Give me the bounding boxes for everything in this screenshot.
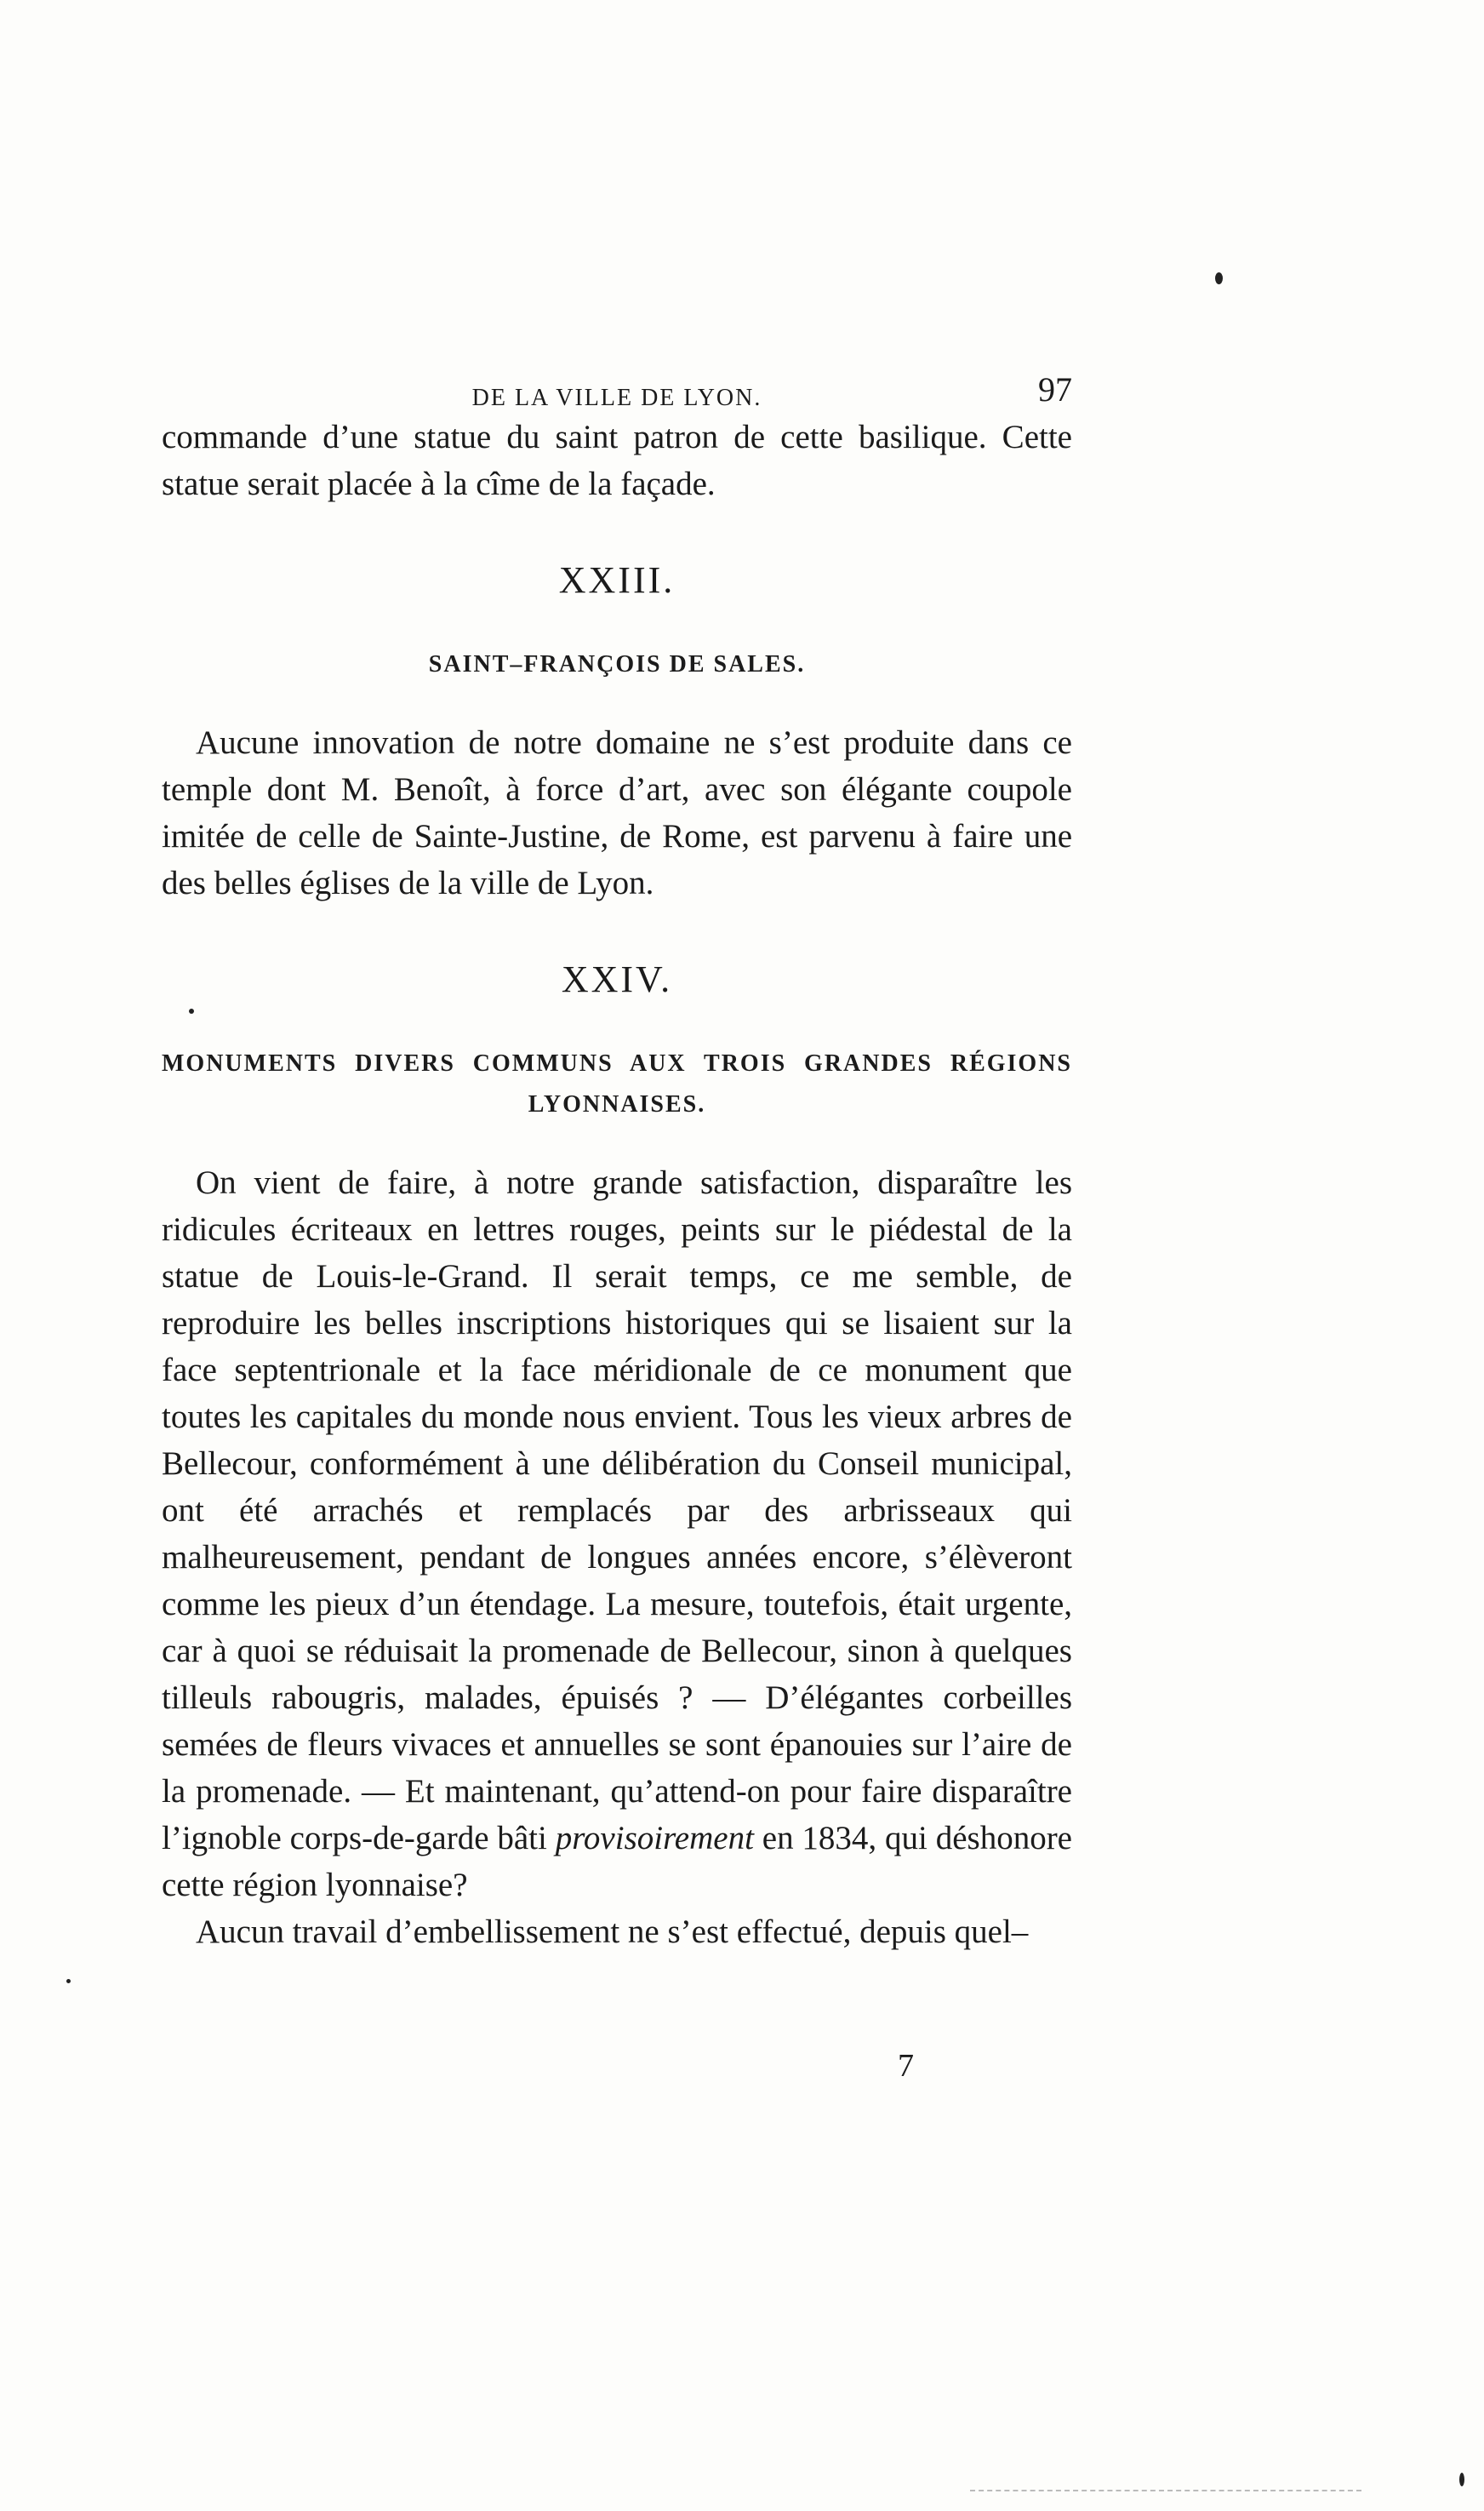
ink-speck: [189, 1009, 194, 1014]
running-title: DE LA VILLE DE LYON.: [471, 385, 762, 411]
section-xxiii-paragraph: Aucune innovation de notre domaine ne s’est produite dans ce temple dont M. Benoît, à force d’art, avec son élégante coupole imitée de celle de Sainte-Justine, de Rome, est parvenu à faire une des belles églises de la ville de Lyon.: [162, 724, 1072, 901]
paragraph-text-part2: en 1834, qui déshonore cette région lyonnaise?: [162, 1820, 1072, 1903]
section-number-xxiv: XXIV.: [561, 958, 673, 1000]
running-head: [162, 366, 1072, 414]
section-number-xxiii: XXIII.: [558, 559, 676, 601]
paragraph-text-part1: On vient de faire, à notre grande satisfaction, disparaître les ridicules écriteaux en lettres rouges, peints sur le piédestal de la statue de Louis-le-Grand. Il serait temps, ce me semble, de reproduire les belles inscriptions historiques qui se lisaient sur la face septentrionale et la face méridionale de ce monument que toutes les capitales du monde nous envient. Tous les vieux arbres de Bellecour, conformément à une délibération du Conseil municipal, ont été arrachés et remplacés par des arbrisseaux qui malheureusement, pendant de longues années encore, s’élèveront comme les pieux d’un étendage. La mesure, toutefois, était urgente, car à quoi se réduisait la promenade de Bellecour, sinon à quelques tilleuls rabougris, malades, épuisés ? — D’élégantes corbeilles semées de fleurs vivaces et annuelles se sont épanouies sur l’aire de la promenade. — Et maintenant, qu’attend-on pour faire disparaître l’ignoble corps-de-garde bâti: [162, 1164, 1072, 1856]
section-title-monuments-divers: MONUMENTS DIVERS COMMUNS AUX TROIS GRANDES RÉGIONS LYONNAISES.: [162, 1050, 1072, 1118]
section-title-saint-francois: SAINT–FRANÇOIS DE SALES.: [428, 651, 806, 678]
ink-speck: [1215, 272, 1223, 284]
ink-speck: [66, 1979, 71, 1983]
intro-paragraph: commande d’une statue du saint patron de cette basilique. Cette statue serait placée à la cîme de la façade.: [162, 419, 1072, 502]
final-line: Aucun travail d’embellissement ne s’est effectué, depuis quel–: [196, 1913, 1029, 1950]
emphasized-word: provisoirement: [555, 1820, 754, 1856]
ink-speck: [1459, 2473, 1464, 2486]
book-page: [162, 366, 1072, 1955]
section-xxiv-paragraph: [162, 1159, 1072, 1908]
page-number: 97: [1038, 370, 1072, 409]
signature-mark: 7: [898, 2048, 914, 2084]
footer-rule: [970, 2490, 1361, 2491]
